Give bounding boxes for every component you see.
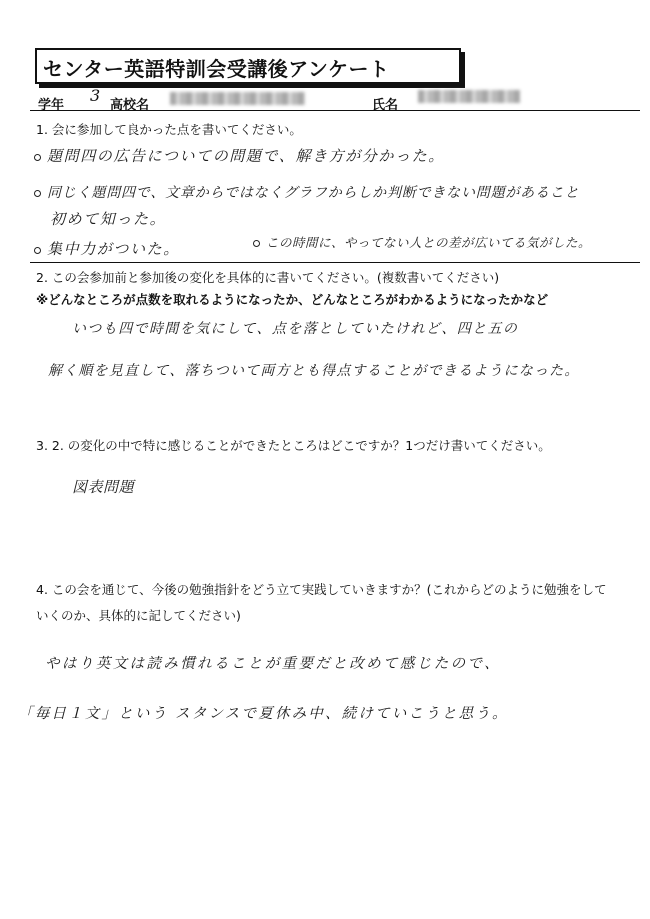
q2-answer: いつも四で時間を気にして、点を落としていたけれど、四と五の: [72, 321, 519, 337]
q2-question: 2. この会参加前と参加後の変化を具体的に書いてください。(複数書いてください): [36, 270, 500, 285]
q1-answer: 題問四の広告についての問題で、解き方が分かった。: [34, 145, 445, 166]
q4-answer: やはり英文は読み慣れることが重要だと改めて感じたので、: [45, 656, 502, 672]
q1-answer: 集中力がついた。: [34, 238, 180, 259]
school-name-redacted: [170, 92, 305, 105]
q1-answer: 同じく題問四で、文章からではなくグラフからしか判断できない問題があること: [34, 182, 579, 202]
grade-label: 学年: [38, 98, 65, 113]
section-divider: [30, 262, 640, 263]
q4-question-line1: 4. この会を通じて、今後の勉強指針をどう立て実践していきますか？(これからどのように勉強をして: [36, 582, 607, 597]
q4-answer: 「毎日１文」という スタンスで夏休み中、続けていこうと思う。: [18, 706, 509, 722]
q2-answer: 解く順を見直して、落ちついて両方とも得点することができるようになった。: [48, 363, 580, 379]
q1-answer: 初めて知った。: [50, 210, 167, 228]
q1-question: 1. 会に参加して良かった点を書いてください。: [36, 122, 302, 137]
q2-note: ※どんなところが点数を取れるようになったか、どんなところがわかるようになったかなど: [36, 292, 549, 307]
name-label: 氏名: [372, 98, 399, 113]
school-label: 高校名: [110, 98, 150, 113]
q3-question: 3. 2. の変化の中で特に感じることができたところはどこですか？1つだけ書いてください。: [36, 438, 551, 453]
q4-question-line2: いくのか、具体的に記してください): [36, 608, 241, 623]
grade-value: 3: [90, 86, 101, 105]
header-divider: [30, 110, 640, 111]
q3-answer: 図表問題: [72, 478, 135, 496]
student-name-redacted: [418, 90, 520, 103]
survey-title: センター英語特訓会受講後アンケート: [43, 57, 390, 81]
q1-answer: この時間に、やってない人との差が広いてる気がした。: [253, 233, 591, 251]
survey-title-box: [35, 48, 461, 84]
